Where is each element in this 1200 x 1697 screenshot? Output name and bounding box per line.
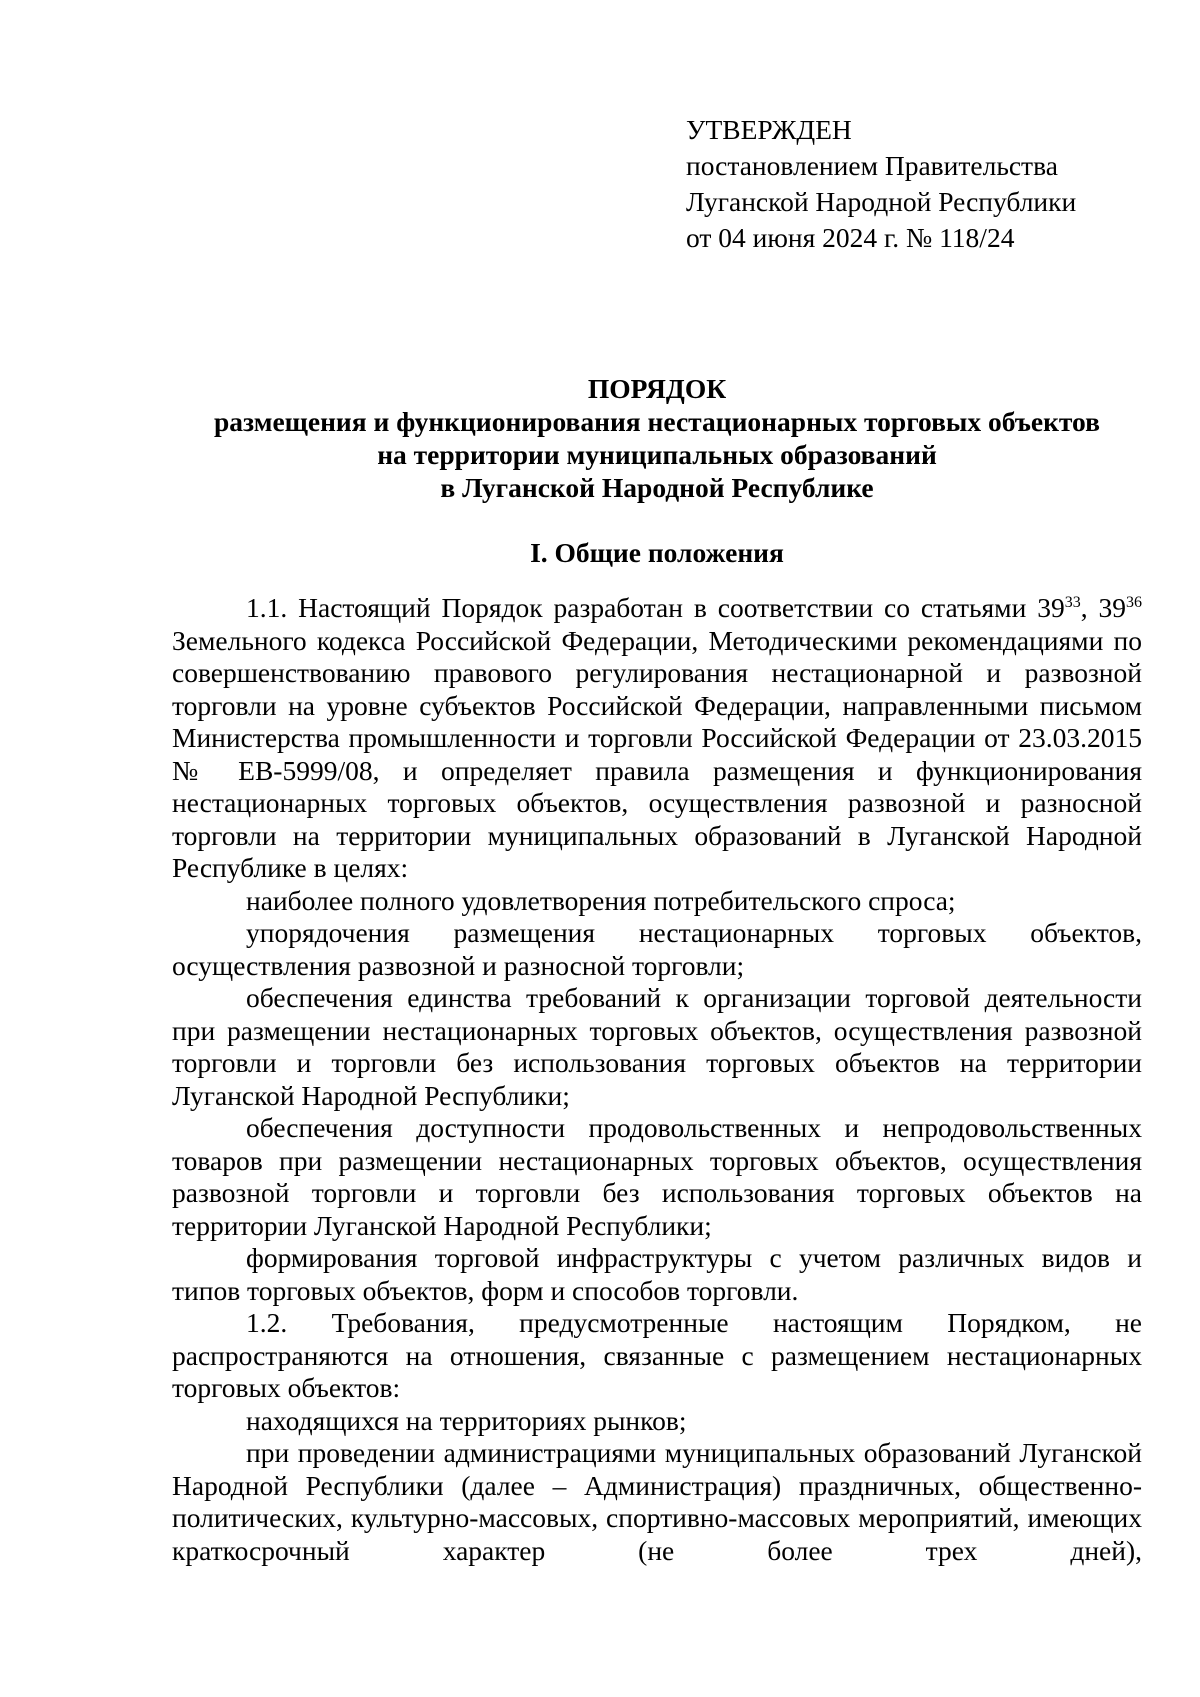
approval-heading: УТВЕРЖДЕН: [686, 114, 852, 145]
paragraph-1-1-mid: , 39: [1080, 592, 1126, 623]
section-heading-general: I. Общие положения: [530, 537, 784, 568]
paragraph-1-2: 1.2. Требования, предусмотренные настоящим Порядком, не распространяются на отношения, связанные с размещением нестационарных торговых объектов:: [172, 1307, 1142, 1403]
superscript-36: 36: [1126, 593, 1142, 611]
paragraph-1-1-rest: Земельного кодекса Российской Федерации, Методическими рекомендациями по совершенствованию правового регулирования нестационарной и развозной торговли на уровне субъектов Российской Федерации, направленными письмом Министерства промышленности и торговли Российской Федерации от 23.03.2015 № ЕВ-5999/08, и определяет правила размещения и функционирования нестационарных торговых объектов, осуществления развозной и разносной торговли на территории муниципальных образований в Луганской Народной Республике в целях:: [172, 624, 1142, 883]
goal-item-4: обеспечения доступности продовольственных и непродовольственных товаров при размещении нестационарных торговых объектов, осуществления развозной торговли и торговли без использования торговых объектов на территории Луганской Народной Республики;: [172, 1112, 1142, 1241]
goal-item-1: наиболее полного удовлетворения потребительского спроса;: [246, 884, 956, 916]
goal-item-5: формирования торговой инфраструктуры с учетом различных видов и типов торговых объектов, форм и способов торговли.: [172, 1242, 1142, 1306]
superscript-33: 33: [1064, 593, 1081, 611]
title-line-3: на территории муниципальных образований: [377, 439, 937, 470]
goal-item-2: упорядочения размещения нестационарных торговых объектов, осуществления развозной и разносной торговли;: [172, 917, 1142, 981]
approval-line-republic: Луганской Народной Республики: [686, 186, 1077, 217]
approval-stamp-block: [686, 112, 1166, 256]
title-line-4: в Луганской Народной Республике: [440, 472, 874, 503]
goal-item-3: обеспечения единства требований к организации торговой деятельности при размещении нестационарных торговых объектов, осуществления развозной торговли и торговли без использования торговых объектов на территории Луганской Народной Республики;: [172, 982, 1142, 1111]
document-title: [172, 372, 1142, 504]
paragraph-1-1-start: 1.1. Настоящий Порядок разработан в соответствии со статьями 39: [246, 592, 1065, 623]
exception-item-2: при проведении администрациями муниципальных образований Луганской Народной Республики (далее – Администрация) праздничных, общественно-политических, культурно-массовых, спортивно-массовых мероприятий, имеющих краткосрочный характер (не более трех дней),: [172, 1437, 1142, 1566]
approval-line-date-number: от 04 июня 2024 г. № 118/24: [686, 222, 1015, 253]
exception-item-1: находящихся на территориях рынков;: [246, 1404, 687, 1436]
approval-line-resolution: постановлением Правительства: [686, 150, 1058, 181]
title-line-2: размещения и функционирования нестационарных торговых объектов: [214, 406, 1100, 437]
title-line-1: ПОРЯДОК: [587, 373, 727, 404]
document-body: [172, 592, 1142, 1567]
paragraph-1-1: [172, 592, 1142, 885]
